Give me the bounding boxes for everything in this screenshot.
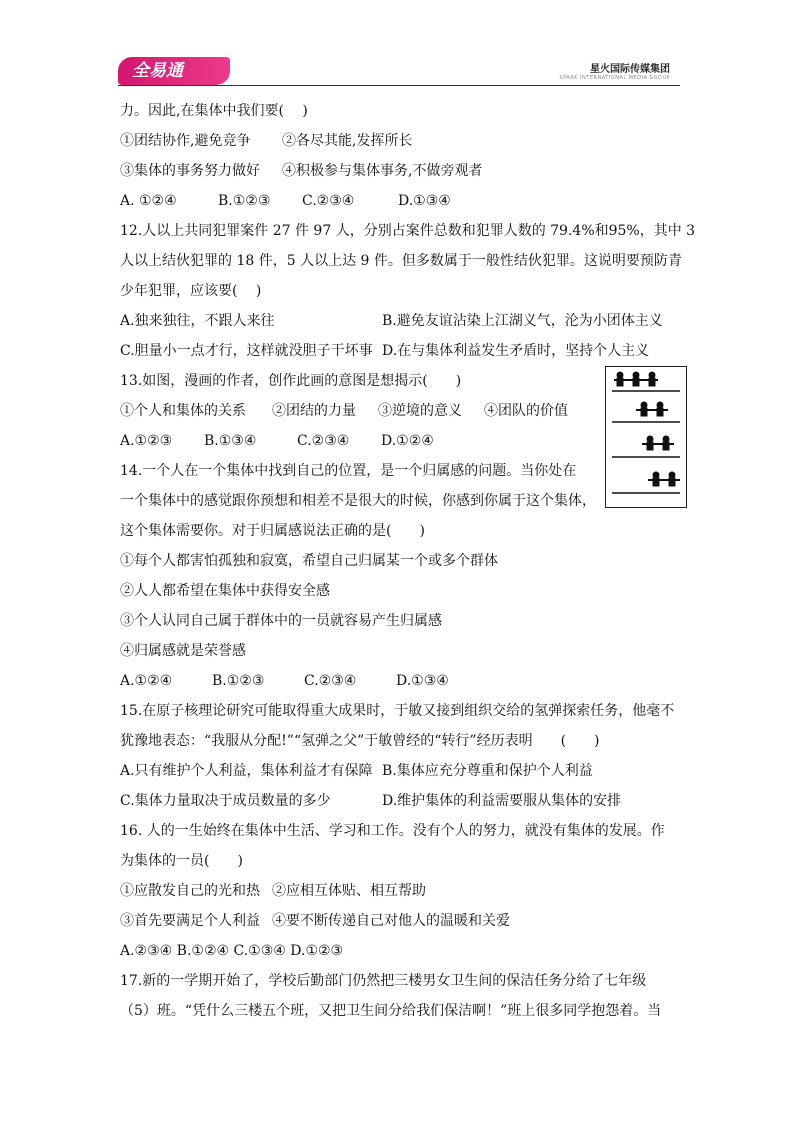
answer-choice: C.②③④ (302, 193, 355, 209)
option-row (120, 396, 685, 426)
option: ②各尽其能,发挥所长 (282, 133, 413, 149)
answer-choice: C.集体力量取决于成员数量的多少 (120, 793, 331, 809)
text-line: 人以上结伙犯罪的 18 件，5 人以上达 9 件。但多数属于一般性结伙犯罪。这说明要预防青 (120, 253, 682, 269)
question-body (120, 96, 696, 1026)
text-line: 一个集体中的感觉跟你预想和相差不是很大的时候，你感到你属于这个集体， (120, 493, 596, 509)
option: ②人人都希望在集体中获得安全感 (120, 583, 330, 599)
answer-choice: C.②③④ (297, 433, 350, 449)
option: ③集体的事务努力做好 (120, 163, 260, 179)
answer-choice: A.独来独往，不跟人来往 (120, 313, 275, 329)
answer-choice: D.维护集体的利益需要服从集体的安排 (382, 793, 622, 809)
answer-row (120, 666, 685, 696)
page-header (0, 0, 800, 95)
answer-choice: B.集体应充分尊重和保护个人利益 (382, 763, 593, 779)
text-line: 力。因此,在集体中我们要( ) (120, 103, 308, 119)
question-15: 15.在原子核理论研究可能取得重大成果时，于敏又接到组织交给的氢弹探索任务，他毫不 (120, 703, 675, 719)
option-row (120, 876, 685, 906)
answer-row (120, 306, 685, 336)
option: ③首先要满足个人利益 (120, 913, 260, 929)
answer-choice: D.①②④ (381, 433, 434, 449)
option: ④积极参与集体事务,不做旁观者 (282, 163, 483, 179)
option: ①个人和集体的关系 (120, 403, 246, 419)
answer-choice: A.①②④ (120, 673, 173, 689)
answer-row: A.②③④ B.①②④ C.①③④ D.①②③ (120, 943, 344, 959)
answer-choice: D.①③④ (398, 193, 451, 209)
text-line: 为集体的一员( ) (120, 853, 243, 869)
option: ①团结协作,避免竞争 (120, 133, 251, 149)
answer-choice: D.在与集体利益发生矛盾时，坚持个人主义 (382, 343, 650, 359)
option: ④要不断传递自己对他人的温暖和关爱 (272, 913, 510, 929)
option: ③个人认同自己属于群体中的一员就容易产生归属感 (120, 613, 442, 629)
answer-choice: A. ①②④ (120, 193, 177, 209)
answer-choice: A.①②③ (120, 433, 173, 449)
publisher-brand (559, 60, 670, 81)
answer-choice: B.①③④ (204, 433, 257, 449)
text-line: （5）班。“凭什么三楼五个班，又把卫生间分给我们保洁啊！”班上很多同学抱怨着。当 (120, 1003, 662, 1019)
question-14: 14.一个人在一个集体中找到自己的位置，是一个归属感的问题。当你处在 (120, 463, 577, 479)
text-line: 少年犯罪，应该要( ) (120, 283, 262, 299)
question-13: 13.如图，漫画的作者，创作此画的意图是想揭示( ) (120, 373, 462, 389)
brand-name: 星火国际传媒集团 (590, 64, 670, 75)
answer-row (120, 186, 685, 216)
option: ②团结的力量 (272, 403, 356, 419)
text-line: 这个集体需要你。对于归属感说法正确的是( ) (120, 523, 425, 539)
question-17: 17.新的一学期开始了，学校后勤部门仍然把三楼男女卫生间的保洁任务分给了七年级 (120, 973, 647, 989)
answer-row (120, 336, 685, 366)
option: ④归属感就是荣誉感 (120, 643, 246, 659)
answer-choice: C.胆量小一点才行，这样就没胆子干坏事 (120, 343, 373, 359)
cartoon-image (605, 366, 687, 508)
brand-subtitle: SPARK INTERNATIONAL MEDIA GROUP (559, 75, 670, 81)
answer-choice: D.①③④ (396, 673, 449, 689)
option: ①应散发自己的光和热 (120, 883, 260, 899)
answer-choice: B.①②③ (212, 673, 265, 689)
option: ②应相互体贴、相互帮助 (272, 883, 426, 899)
answer-row (120, 756, 685, 786)
answer-choice: B.①②③ (218, 193, 271, 209)
text-line: 犹豫地表态：“我服从分配!”“氢弹之父”于敏曾经的“转行”经历表明 ( ) (120, 733, 600, 749)
answer-row (120, 786, 685, 816)
question-12: 12.人以上共同犯罪案件 27 件 97 人，分别占案件总数和犯罪人数的 79.4%和95%，其中 3 (120, 223, 696, 239)
answer-choice: C.②③④ (304, 673, 357, 689)
option-row (120, 906, 685, 936)
option-row (120, 126, 685, 156)
answer-row (120, 426, 685, 456)
option: ④团队的价值 (484, 403, 568, 419)
option: ③逆境的意义 (378, 403, 462, 419)
question-16: 16. 人的一生始终在集体中生活、学习和工作。没有个人的努力，就没有集体的发展。作 (120, 823, 665, 839)
header-rule (118, 85, 680, 86)
logo: 全易通 (118, 57, 230, 85)
option: ①每个人都害怕孤独和寂寞，希望自己归属某一个或多个群体 (120, 553, 498, 569)
cartoon-figures (606, 367, 686, 507)
option-row (120, 156, 685, 186)
answer-choice: A.只有维护个人利益，集体利益才有保障 (120, 763, 373, 779)
answer-choice: B.避免友谊沾染上江湖义气，沦为小团体主义 (382, 313, 663, 329)
